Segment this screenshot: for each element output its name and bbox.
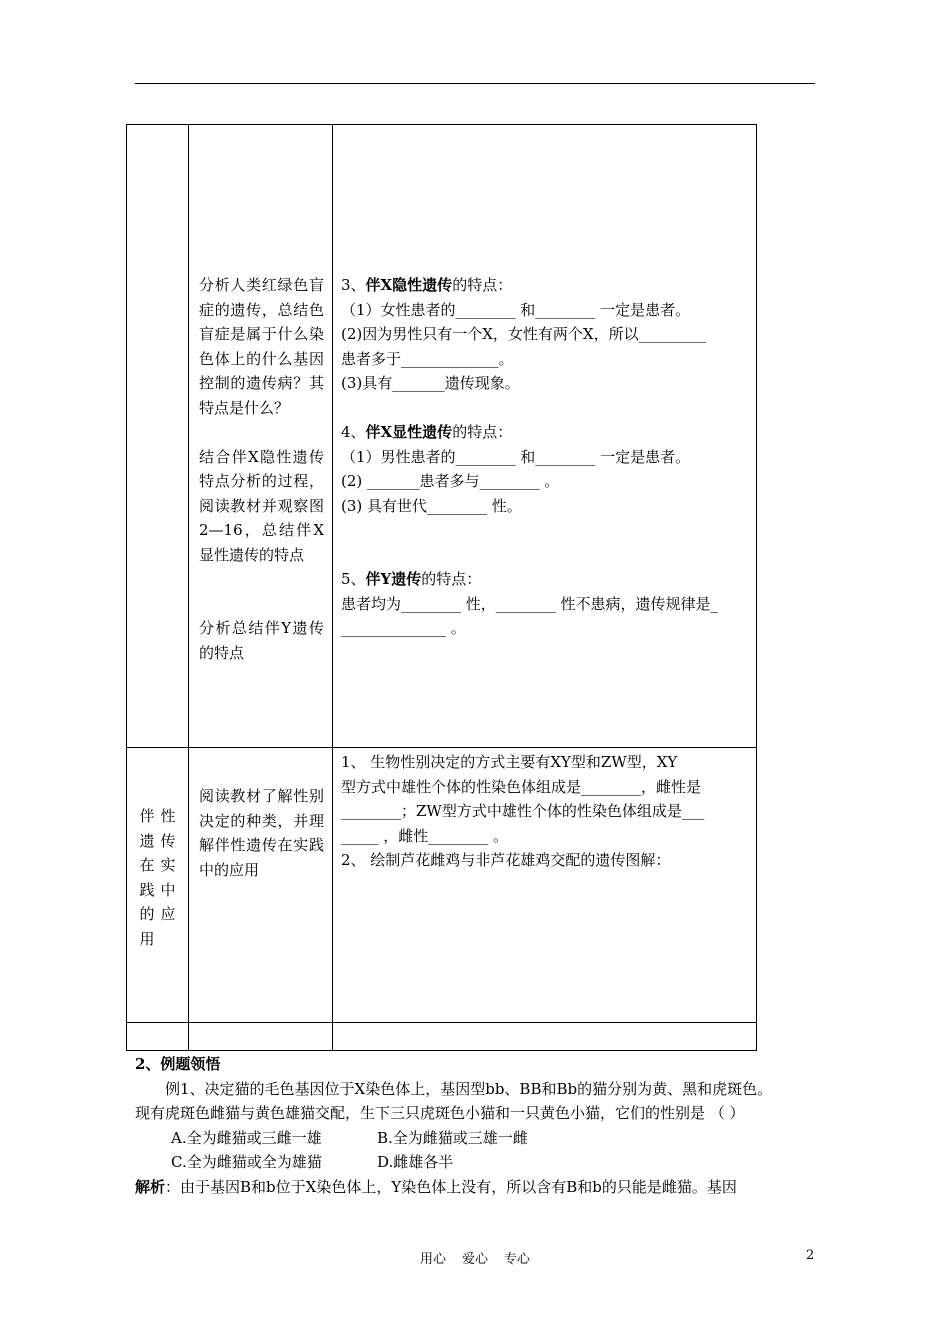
label-char: 伴: [139, 807, 155, 825]
label-char: 中: [160, 880, 176, 899]
mid-paragraph: 分析总结伴Y遗传的特点: [199, 619, 324, 662]
section-heading: 2、例题领悟: [135, 1055, 221, 1073]
options-row: [135, 1150, 825, 1175]
label-char: 实: [160, 856, 176, 874]
analysis-label: 解析: [135, 1177, 166, 1196]
fill-line: _____ ，雌性________ 。: [341, 826, 509, 845]
row3-mid-cell: [189, 1023, 333, 1051]
fill-line: 患者多于_____________。: [341, 349, 514, 368]
section-heading: 3、伴X隐性遗传的特点：: [341, 276, 513, 294]
fill-line: ______________ 。: [341, 619, 466, 637]
fill-line: (3) 具有世代________ 性。: [341, 496, 522, 515]
row1-mid-cell: [189, 125, 333, 748]
mid-paragraph: 结合伴X隐性遗传特点分析的过程，阅读教材并观察图2—16，总结伴X显性遗传的特点: [199, 447, 324, 564]
fill-line: (3)具有_______遗传现象。: [341, 374, 520, 392]
fill-line: ________；ZW型方式中雄性个体的性染色体组成是___: [341, 802, 705, 820]
fill-line: （1）女性患者的________ 和________ 一定是患者。: [341, 300, 691, 319]
label-char: 传: [160, 831, 176, 850]
table-row: [127, 125, 757, 748]
row1-left-cell: [127, 125, 189, 748]
table-row: [127, 748, 757, 1023]
analysis-text: 解析：由于基因B和b位于X染色体上，Y染色体上没有，所以含有B和b的只能是雌猫。基因: [135, 1177, 737, 1196]
label-char: 的: [139, 905, 155, 923]
option-a: A.全为雌猫或三雌一雄: [171, 1128, 322, 1147]
mid-paragraph: 分析人类红绿色盲症的遗传，总结色盲症是属于什么染色体上的什么基因控制的遗传病？其特点是什么？: [199, 276, 324, 417]
label-char: 践: [139, 880, 155, 899]
label-char: 在: [139, 856, 155, 874]
row1-right-cell: [333, 125, 757, 748]
question-text: 现有虎斑色雌猫与黄色雄猫交配，生下三只虎斑色小猫和一只黄色小猫，它们的性别是 （ ）: [135, 1104, 745, 1122]
fill-line: (2) _______患者多与________ 。: [341, 472, 560, 490]
fill-line: 1、 生物性别决定的方式主要有XY型和ZW型，XY: [341, 753, 678, 771]
row2-right-cell: [333, 748, 757, 1023]
option-b: B.全为雌猫或三雄一雌: [377, 1128, 528, 1147]
row2-left-cell: [127, 748, 189, 1023]
row3-right-cell: [333, 1023, 757, 1051]
label-char: 应: [160, 905, 176, 923]
header-rule: [135, 83, 815, 84]
lesson-table: [126, 124, 757, 1051]
label-char: 性: [160, 807, 176, 825]
option-d: D.雌雄各半: [377, 1153, 454, 1171]
fill-line: 型方式中雄性个体的性染色体组成是________，雌性是: [341, 777, 702, 796]
label-char: 用: [139, 929, 155, 948]
label-char: 遗: [139, 831, 155, 850]
question-text: 例1、决定猫的毛色基因位于X染色体上，基因型bb、BB和Bb的猫分别为黄、黑和虎斑色。: [165, 1079, 773, 1098]
option-c: C.全为雌猫或全为雄猫: [171, 1153, 322, 1171]
fill-line: 2、 绘制芦花雌鸡与非芦花雄鸡交配的遗传图解：: [341, 851, 671, 869]
mid-paragraph: 阅读教材了解性别决定的种类，并理解伴性遗传在实践中的应用: [199, 787, 324, 879]
fill-line: （1）男性患者的________ 和________ 一定是患者。: [341, 447, 691, 466]
fill-line: (2)因为男性只有一个X，女性有两个X，所以_________: [341, 325, 707, 343]
row3-left-cell: [127, 1023, 189, 1051]
section-heading: 5、伴Y遗传的特点：: [341, 570, 482, 588]
row2-left-label: [127, 804, 188, 951]
footer-motto: 用心 爱心 专心: [419, 1252, 531, 1267]
table-row: [127, 1023, 757, 1051]
section-heading: 4、伴X显性遗传的特点：: [341, 423, 513, 441]
example-section: [135, 1052, 825, 1199]
page-number: 2: [806, 1248, 815, 1263]
options-row: [135, 1126, 825, 1151]
fill-line: 患者均为________ 性，________ 性不患病，遗传规律是_: [341, 594, 719, 613]
row2-mid-cell: [189, 748, 333, 1023]
